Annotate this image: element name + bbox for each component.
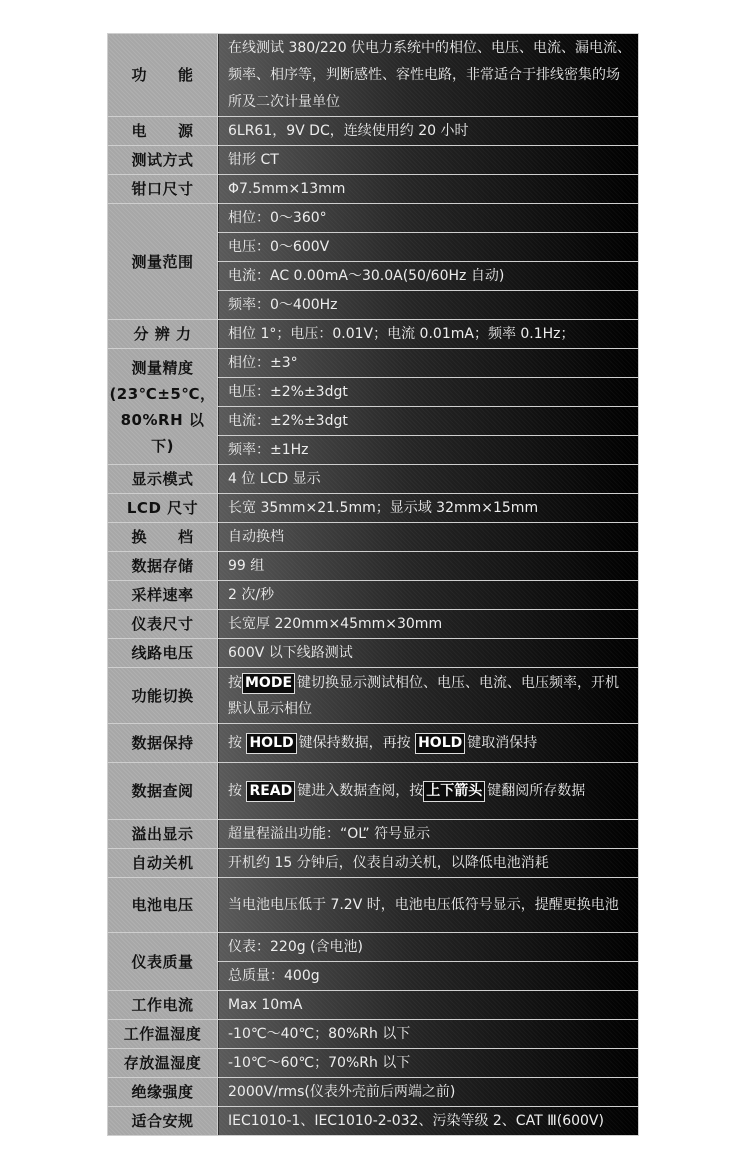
spec-row <box>108 465 639 494</box>
spec-label: 钳口尺寸 <box>108 175 218 204</box>
spec-row <box>108 1078 639 1107</box>
spec-label-line: (23℃±5℃， <box>109 384 216 403</box>
spec-label-line: 下) <box>151 436 174 455</box>
spec-label: 功能切换 <box>108 668 218 724</box>
spec-value: 频率：±1Hz <box>218 436 639 465</box>
spec-label: 数据查阅 <box>108 763 218 820</box>
spec-row <box>108 320 639 349</box>
spec-row <box>108 175 639 204</box>
spec-value: 2 次/秒 <box>218 581 639 610</box>
spec-label: 仪表尺寸 <box>108 610 218 639</box>
spec-value: Φ7.5mm×13mm <box>218 175 639 204</box>
spec-value <box>218 724 639 763</box>
spec-value: Max 10mA <box>218 991 639 1020</box>
spec-value: -10℃～40℃；80%Rh 以下 <box>218 1020 639 1049</box>
spec-label <box>108 349 218 465</box>
spec-label: 电池电压 <box>108 878 218 933</box>
spec-value: 自动换档 <box>218 523 639 552</box>
spec-value: 4 位 LCD 显示 <box>218 465 639 494</box>
spec-label: 工作电流 <box>108 991 218 1020</box>
spec-label: 测试方式 <box>108 146 218 175</box>
key-label: READ <box>246 781 295 802</box>
spec-label: 电 源 <box>108 117 218 146</box>
spec-label: 存放温湿度 <box>108 1049 218 1078</box>
spec-label: LCD 尺寸 <box>108 494 218 523</box>
spec-value-text: 键取消保持 <box>467 735 538 751</box>
spec-value: 电流：AC 0.00mA～30.0A(50/60Hz 自动) <box>218 262 639 291</box>
spec-label: 溢出显示 <box>108 820 218 849</box>
key-label: MODE <box>242 673 295 694</box>
spec-label: 采样速率 <box>108 581 218 610</box>
spec-value: 600V 以下线路测试 <box>218 639 639 668</box>
spec-value: 钳形 CT <box>218 146 639 175</box>
spec-row <box>108 878 639 933</box>
spec-label: 换 档 <box>108 523 218 552</box>
spec-row <box>108 668 639 724</box>
spec-value: 相位 1°；电压：0.01V；电流 0.01mA；频率 0.1Hz； <box>218 320 639 349</box>
key-label: HOLD <box>415 733 465 754</box>
spec-label: 工作温湿度 <box>108 1020 218 1049</box>
spec-label: 自动关机 <box>108 849 218 878</box>
spec-value: 超量程溢出功能：“OL” 符号显示 <box>218 820 639 849</box>
spec-row <box>108 494 639 523</box>
spec-label: 显示模式 <box>108 465 218 494</box>
spec-value: 在线测试 380/220 伏电力系统中的相位、电压、电流、漏电流、频率、相序等，判断感性、容性电路，非常适合于排线密集的场所及二次计量单位 <box>218 34 639 117</box>
spec-value: 长宽厚 220mm×45mm×30mm <box>218 610 639 639</box>
spec-row <box>108 991 639 1020</box>
spec-label: 数据存储 <box>108 552 218 581</box>
spec-value: 99 组 <box>218 552 639 581</box>
spec-value-text: 键保持数据，再按 <box>298 735 416 751</box>
spec-value <box>218 763 639 820</box>
spec-value: 6LR61，9V DC，连续使用约 20 小时 <box>218 117 639 146</box>
spec-label: 适合安规 <box>108 1107 218 1136</box>
spec-value-text: 键翻阅所存数据 <box>487 783 586 799</box>
spec-label: 仪表质量 <box>108 933 218 991</box>
spec-value-text: 按 <box>228 735 247 751</box>
spec-value: 相位：±3° <box>218 349 639 378</box>
spec-value: IEC1010-1、IEC1010-2-032、污染等级 2、CAT Ⅲ(600V) <box>218 1107 639 1136</box>
spec-label-line: 80%RH 以 <box>120 410 205 429</box>
spec-row <box>108 1049 639 1078</box>
spec-table <box>107 33 639 1136</box>
spec-value-text: 键进入数据查阅，按 <box>297 783 424 799</box>
spec-value: 总质量：400g <box>218 962 639 991</box>
spec-value <box>218 668 639 724</box>
spec-value-text: 键切换显示测试相位、电压、电流、电压频率，开机默认显示相位 <box>228 674 620 717</box>
spec-row <box>108 610 639 639</box>
spec-value: 电流：±2%±3dgt <box>218 407 639 436</box>
spec-row <box>108 581 639 610</box>
spec-row <box>108 552 639 581</box>
spec-value: 仪表：220g (含电池) <box>218 933 639 962</box>
spec-row <box>108 117 639 146</box>
spec-row <box>108 849 639 878</box>
spec-row <box>108 933 639 962</box>
spec-label: 数据保持 <box>108 724 218 763</box>
spec-row <box>108 820 639 849</box>
key-label: 上下箭头 <box>423 781 485 802</box>
spec-value-text: 按 <box>228 674 242 691</box>
spec-label: 分 辨 力 <box>108 320 218 349</box>
spec-row <box>108 763 639 820</box>
spec-row <box>108 349 639 378</box>
spec-row <box>108 1020 639 1049</box>
spec-value: 电压：0～600V <box>218 233 639 262</box>
spec-row <box>108 1107 639 1136</box>
spec-value: 长宽 35mm×21.5mm；显示域 32mm×15mm <box>218 494 639 523</box>
spec-row <box>108 724 639 763</box>
spec-row <box>108 146 639 175</box>
spec-value: 2000V/rms(仪表外壳前后两端之前) <box>218 1078 639 1107</box>
spec-row <box>108 204 639 233</box>
key-label: HOLD <box>246 733 296 754</box>
spec-row <box>108 639 639 668</box>
spec-label: 功 能 <box>108 34 218 117</box>
spec-value: 频率：0～400Hz <box>218 291 639 320</box>
spec-label: 绝缘强度 <box>108 1078 218 1107</box>
spec-label: 测量范围 <box>108 204 218 320</box>
spec-value: 开机约 15 分钟后，仪表自动关机，以降低电池消耗 <box>218 849 639 878</box>
spec-row <box>108 523 639 552</box>
spec-value: -10℃～60℃；70%Rh 以下 <box>218 1049 639 1078</box>
spec-row <box>108 34 639 117</box>
spec-value: 当电池电压低于 7.2V 时，电池电压低符号显示，提醒更换电池 <box>218 878 639 933</box>
spec-value: 相位：0～360° <box>218 204 639 233</box>
spec-label-line: 测量精度 <box>131 358 194 377</box>
spec-value-text: 按 <box>228 783 247 799</box>
spec-label: 线路电压 <box>108 639 218 668</box>
spec-table-body <box>108 34 639 1136</box>
spec-value: 电压：±2%±3dgt <box>218 378 639 407</box>
